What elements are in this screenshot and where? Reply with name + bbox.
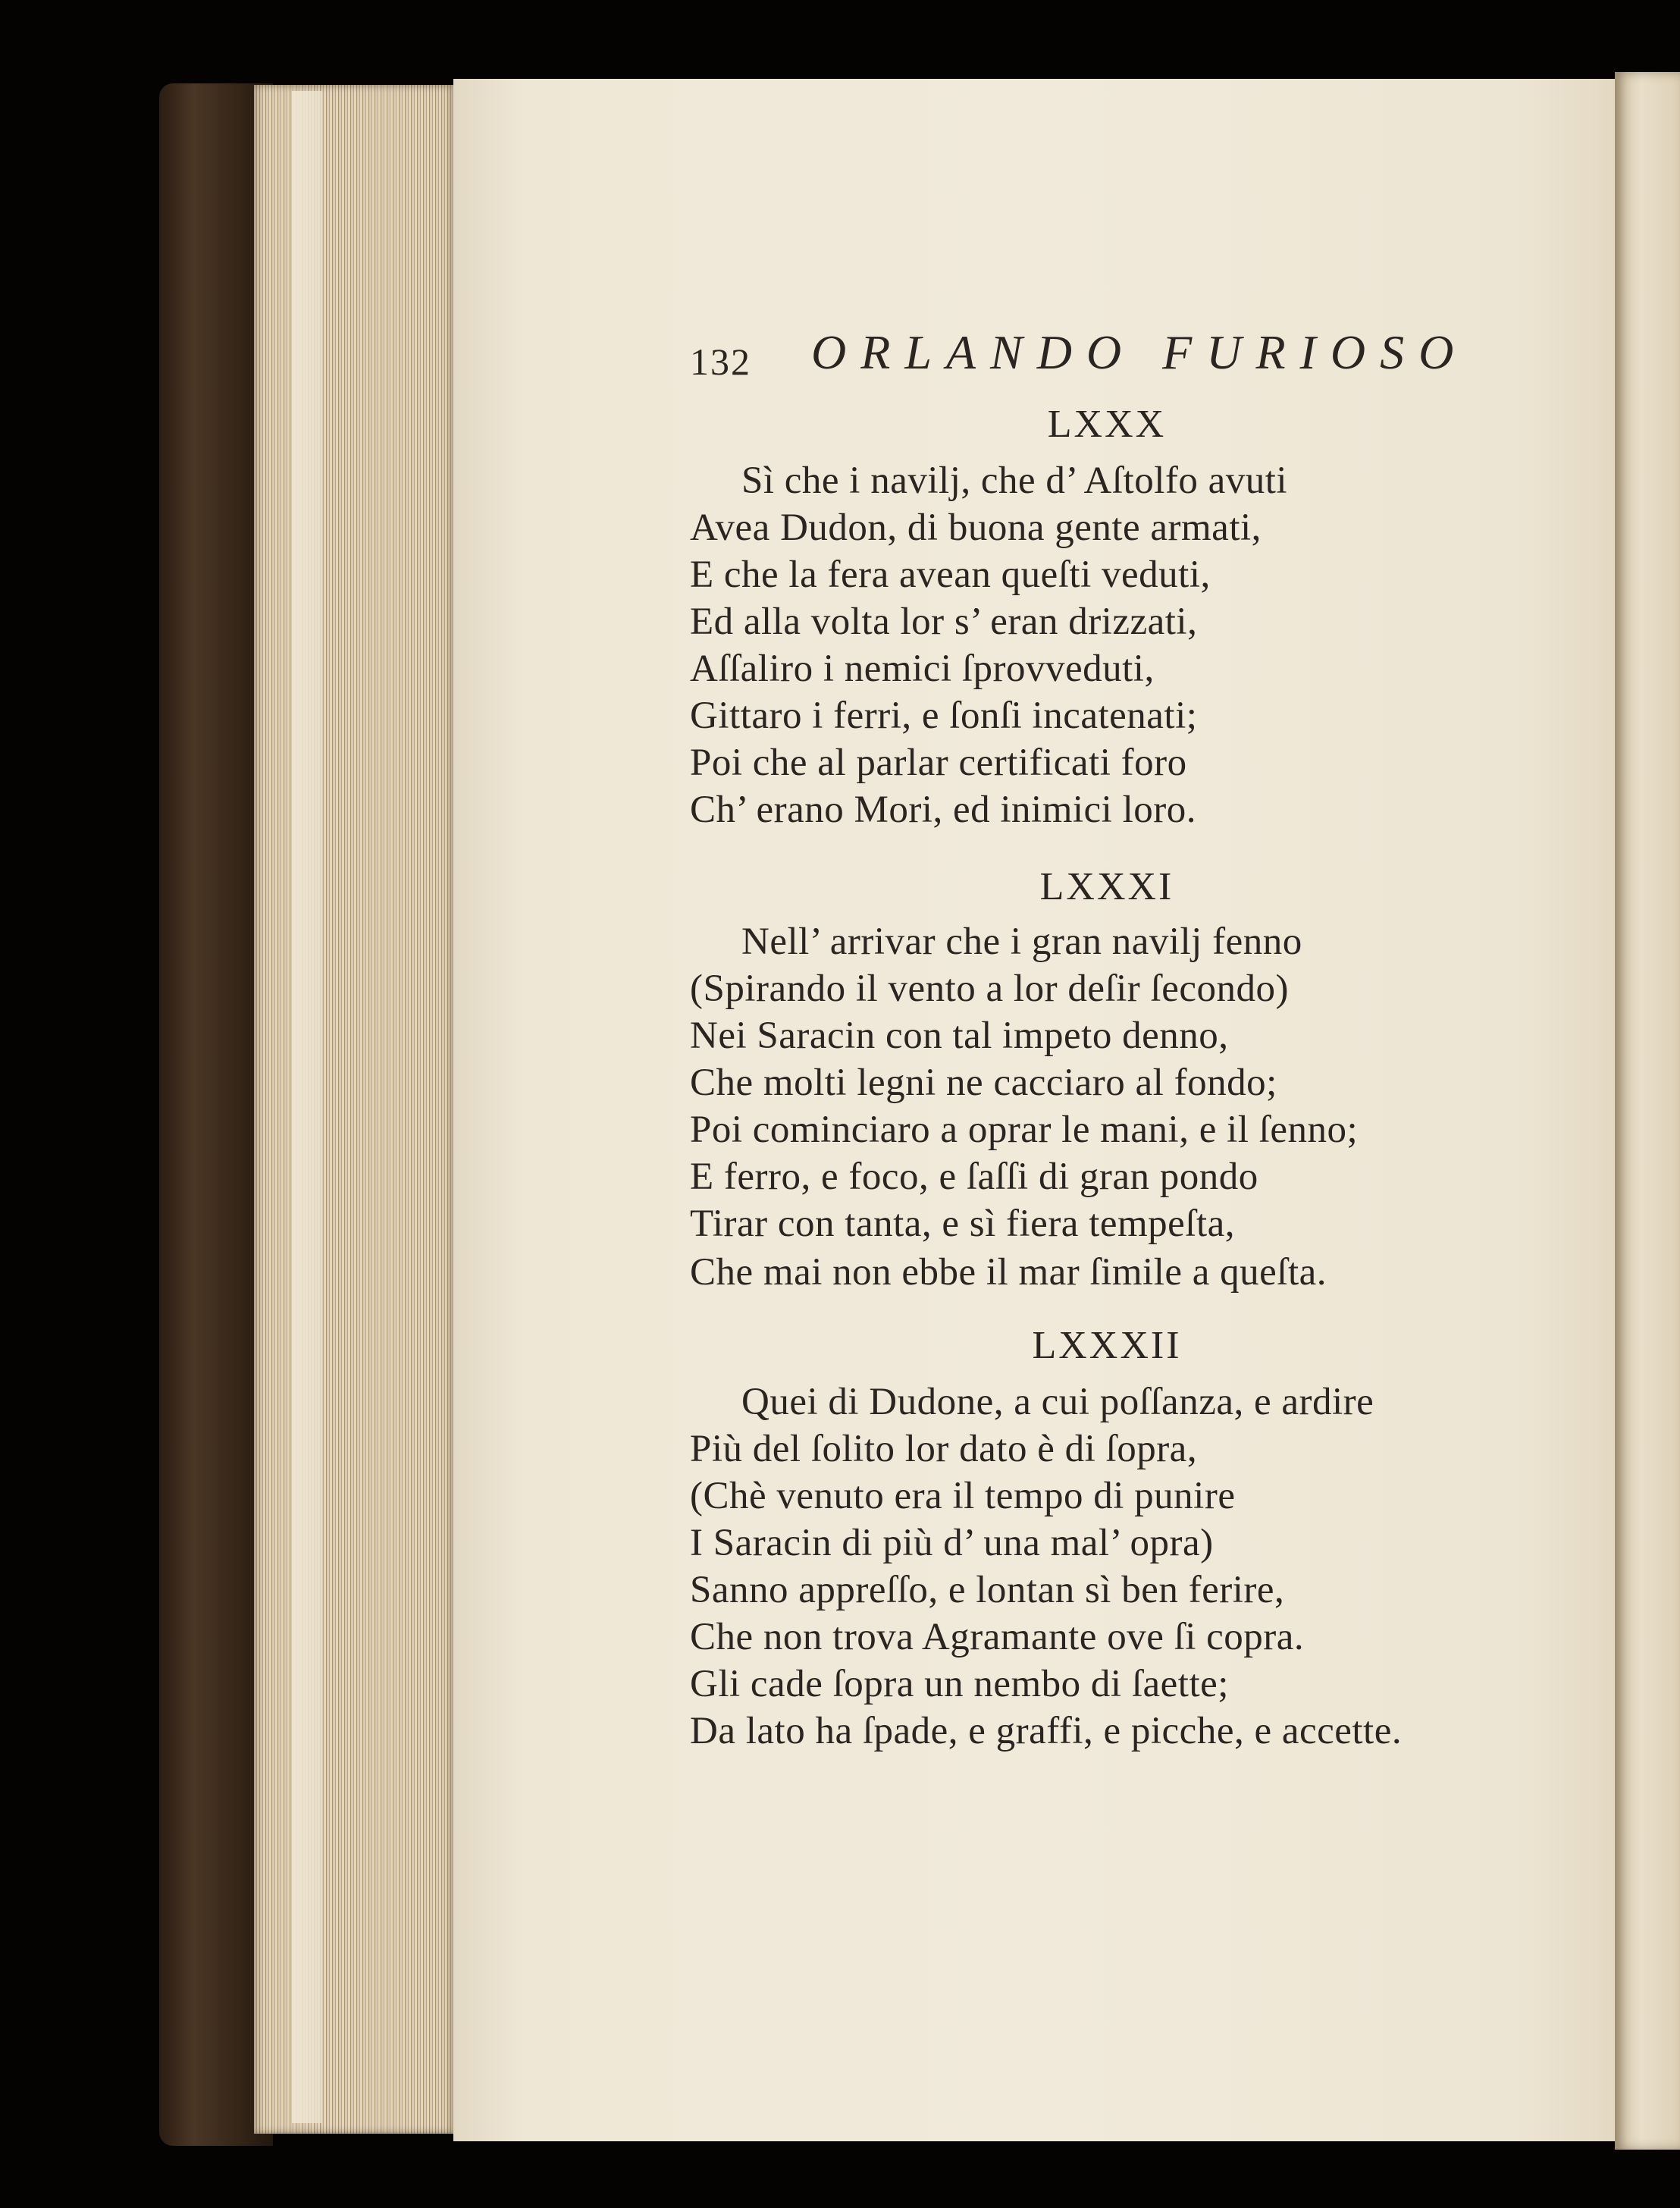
- verse-line: E ferro, e foco, e ſaſſi di gran pondo: [690, 1156, 1258, 1198]
- verse-line: Da lato ha ſpade, e graffi, e picche, e accette.: [690, 1710, 1403, 1752]
- verse-line: Che molti legni ne cacciaro al fondo;: [690, 1062, 1277, 1104]
- stanza-number: LXXX: [1047, 403, 1167, 446]
- stanza-number: LXXXII: [1032, 1324, 1182, 1367]
- verse-line: Che non trova Agramante ove ſi copra.: [690, 1616, 1305, 1658]
- verse-line: Che mai non ebbe il mar ſimile a queſta.: [690, 1251, 1327, 1294]
- verse-line: Gittaro i ferri, e ſonſi incatenati;: [690, 695, 1198, 737]
- verse-line: (Chè venuto era il tempo di punire: [690, 1475, 1236, 1517]
- verse-line: Gli cade ſopra un nembo di ſaette;: [690, 1663, 1229, 1705]
- verse-line: (Spirando il vento a lor deſir ſecondo): [690, 968, 1289, 1010]
- verse-line: I Saracin di più d’ una mal’ opra): [690, 1522, 1214, 1564]
- facing-page-edge: [1615, 72, 1680, 2150]
- verse-line: Più del ſolito lor dato è di ſopra,: [690, 1428, 1198, 1470]
- page-edges-highlight: [292, 91, 322, 2123]
- verse-line: Nei Saracin con tal impeto denno,: [690, 1015, 1229, 1057]
- verse-line: Poi cominciaro a oprar le mani, e il ſenno;: [690, 1109, 1359, 1151]
- page-edges: [254, 85, 455, 2134]
- verse-line: Ch’ erano Mori, ed inimici loro.: [690, 789, 1196, 831]
- running-title: ORLANDO FURIOSO: [811, 325, 1468, 379]
- verse-line: Quei di Dudone, a cui poſſanza, e ardire: [741, 1381, 1374, 1423]
- verse-line: Tirar con tanta, e sì fiera tempeſta,: [690, 1203, 1236, 1245]
- verse-line: Ed alla volta lor s’ eran drizzati,: [690, 601, 1198, 643]
- verse-line: Sì che i navilj, che d’ Aſtolfo avuti: [741, 459, 1288, 502]
- verse-line: Nell’ arrivar che i gran navilj fenno: [741, 921, 1302, 963]
- verse-line: Aſſaliro i nemici ſprovveduti,: [690, 648, 1155, 690]
- stanza-number: LXXXI: [1039, 865, 1174, 908]
- page-number: 132: [690, 340, 751, 383]
- verse-line: Sanno appreſſo, e lontan sì ben ferire,: [690, 1569, 1285, 1611]
- verse-line: Poi che al parlar certificati foro: [690, 742, 1187, 784]
- verse-line: Avea Dudon, di buona gente armati,: [690, 507, 1262, 549]
- verse-line: E che la fera avean queſti veduti,: [690, 554, 1211, 596]
